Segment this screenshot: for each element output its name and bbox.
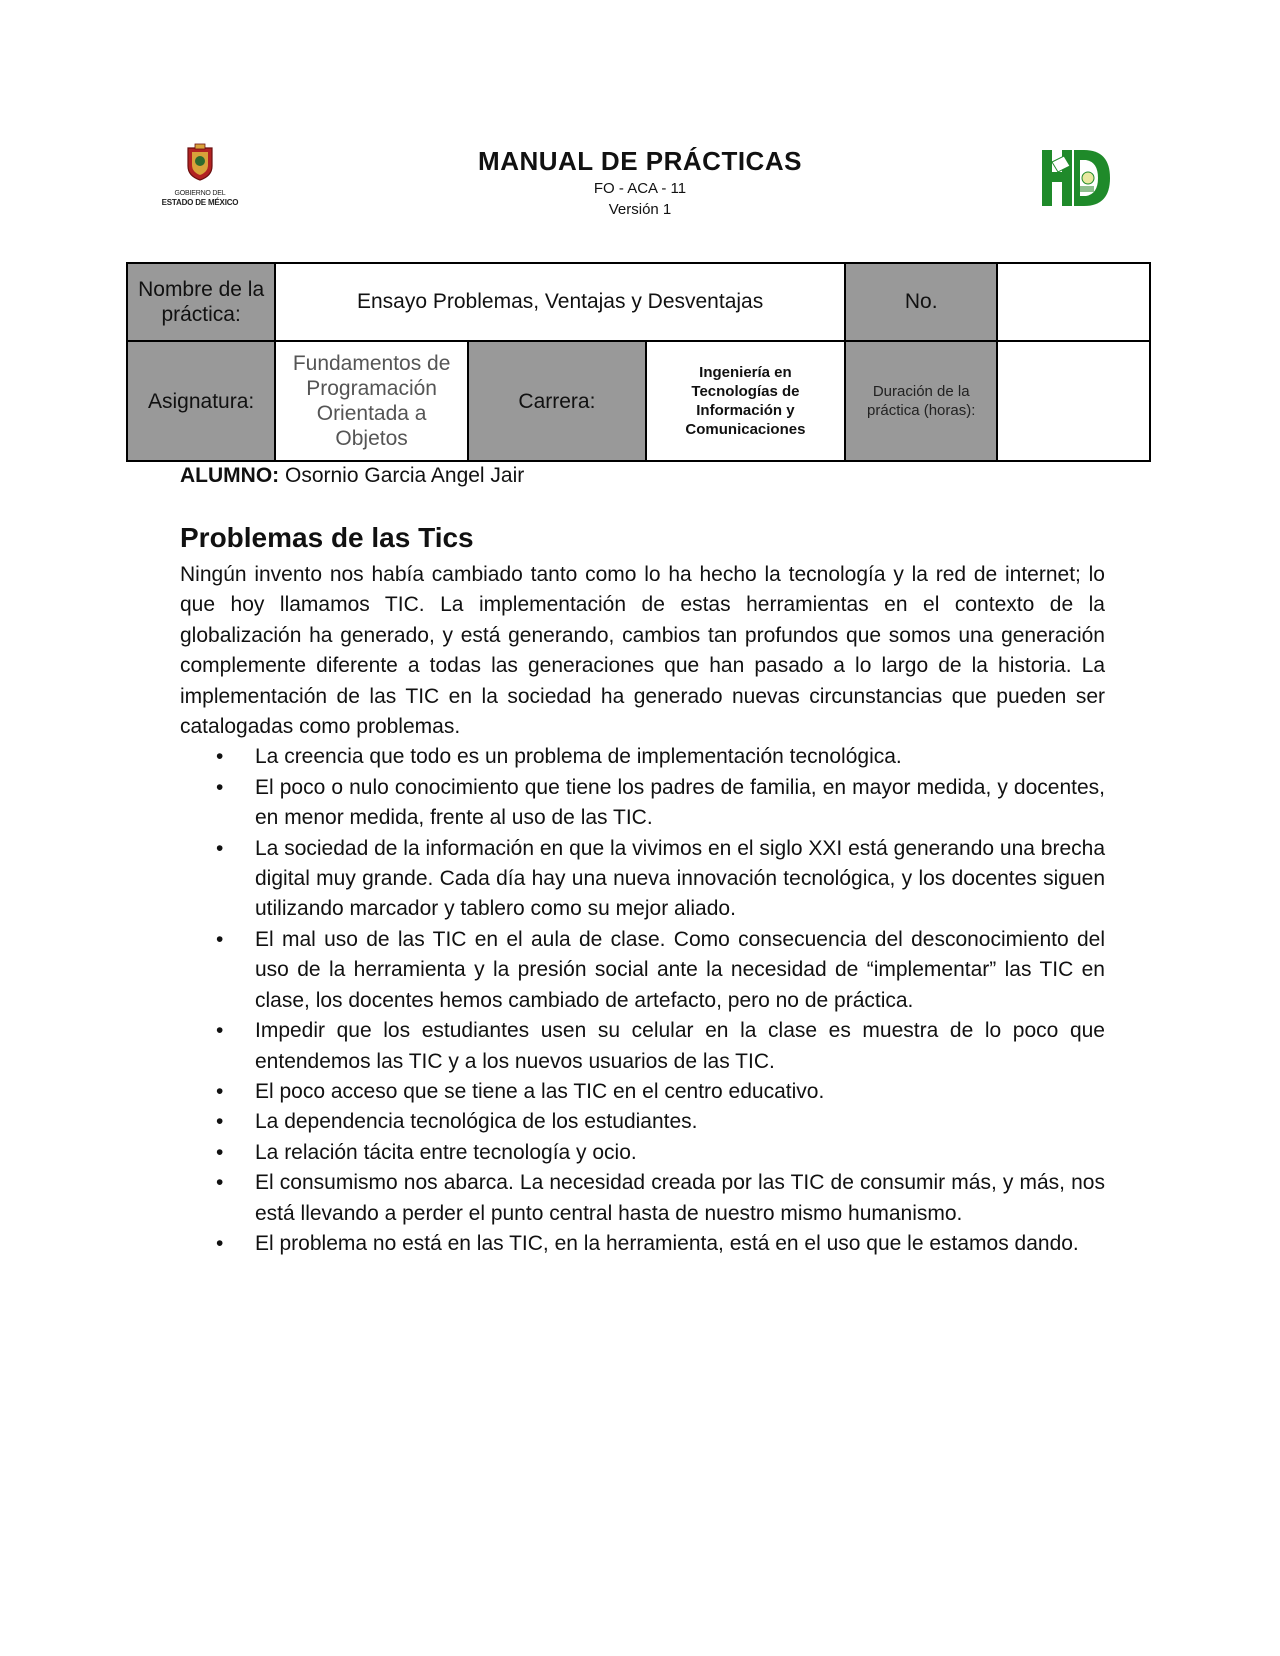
list-item: • El poco acceso que se tiene a las TIC en el centro educativo. (180, 1077, 1105, 1107)
bullet-icon: • (216, 836, 224, 860)
government-logo (150, 142, 250, 222)
bullet-icon: • (216, 1140, 224, 1164)
duration-value (997, 341, 1150, 461)
student-line (180, 464, 524, 488)
document-code: FO - ACA - 11 (593, 180, 687, 197)
intro-paragraph: Ningún invento nos había cambiado tanto como lo ha hecho la tecnología y la red de internet; lo que hoy llamamos TIC. La implementación de estas herramientas en el contexto de la globalización ha generado, y está generando, cambios tan profundos que somos una generación complemente diferente a todas las generaciones que han pasado a lo largo de la historia. La implementación de las TIC en la sociedad ha generado nuevas circunstancias que pueden ser catalogadas como problemas. (180, 563, 1105, 739)
title-block (440, 146, 840, 219)
document-version: Versión 1 (608, 201, 672, 218)
bullet-icon: • (216, 775, 224, 799)
subject-label: Asignatura: (127, 341, 275, 461)
list-item: • La creencia que todo es un problema de implementación tecnológica. (180, 742, 1105, 772)
bullet-icon: • (216, 1110, 224, 1134)
bullet-icon: • (216, 745, 224, 769)
section-heading: Problemas de las Tics (180, 522, 474, 553)
list-item: • El mal uso de las TIC en el aula de clase. Como consecuencia del desconocimiento del uso de la herramienta y la presión social ante la necesidad de “implementar” las TIC en clase, los docentes hemos cambiado de artefacto, pero no de práctica. (180, 925, 1105, 1016)
number-value (997, 263, 1150, 341)
problems-list (180, 742, 1105, 1259)
page-title: MANUAL DE PRÁCTICAS (478, 146, 802, 176)
bullet-icon: • (216, 1171, 224, 1195)
practice-name-value: Ensayo Problemas, Ventajas y Desventajas (275, 263, 845, 341)
bullet-icon: • (216, 1079, 224, 1103)
table-row (127, 341, 1150, 461)
bullet-icon: • (216, 927, 224, 951)
list-item: • El poco o nulo conocimiento que tiene los padres de familia, en mayor medida, y docentes, en menor medida, frente al uso de las TIC. (180, 773, 1105, 834)
student-label: ALUMNO: (180, 464, 280, 487)
institution-logo-icon (1040, 144, 1112, 212)
practice-name-label: Nombre de la práctica: (127, 263, 275, 341)
practice-info-table (126, 262, 1151, 462)
government-label: GOBIERNO DEL ESTADO DE MÉXICO (161, 190, 239, 207)
essay-content (180, 522, 1105, 1259)
document-header (0, 130, 1280, 240)
list-item: • El consumismo nos abarca. La necesidad creada por las TIC de consumir más, y más, nos está llevando a perder el punto central hasta de nuestro mismo humanismo. (180, 1168, 1105, 1229)
list-item: • La sociedad de la información en que la vivimos en el siglo XXI está generando una brecha digital muy grande. Cada día hay una nueva innovación tecnológica, y los docentes siguen utilizando marcador y tablero como su mejor aliado. (180, 834, 1105, 925)
duration-label: Duración de la práctica (horas): (845, 341, 997, 461)
table-row (127, 263, 1150, 341)
bullet-icon: • (216, 1019, 224, 1043)
list-item: • La dependencia tecnológica de los estudiantes. (180, 1107, 1105, 1137)
career-value: Ingeniería en Tecnologías de Información y Comunicaciones (646, 341, 845, 461)
student-name: Osornio Garcia Angel Jair (285, 464, 525, 487)
subject-value: Fundamentos de Programación Orientada a Objetos (275, 341, 468, 461)
list-item: • Impedir que los estudiantes usen su celular en la clase es muestra de lo poco que entendemos las TIC y a los nuevos usuarios de las TIC. (180, 1016, 1105, 1077)
state-crest-icon (183, 142, 217, 182)
career-label: Carrera: (468, 341, 646, 461)
bullet-icon: • (216, 1231, 224, 1255)
list-item: • El problema no está en las TIC, en la herramienta, está en el uso que le estamos dando. (180, 1229, 1105, 1259)
list-item: • La relación tácita entre tecnología y ocio. (180, 1138, 1105, 1168)
number-label: No. (845, 263, 997, 341)
